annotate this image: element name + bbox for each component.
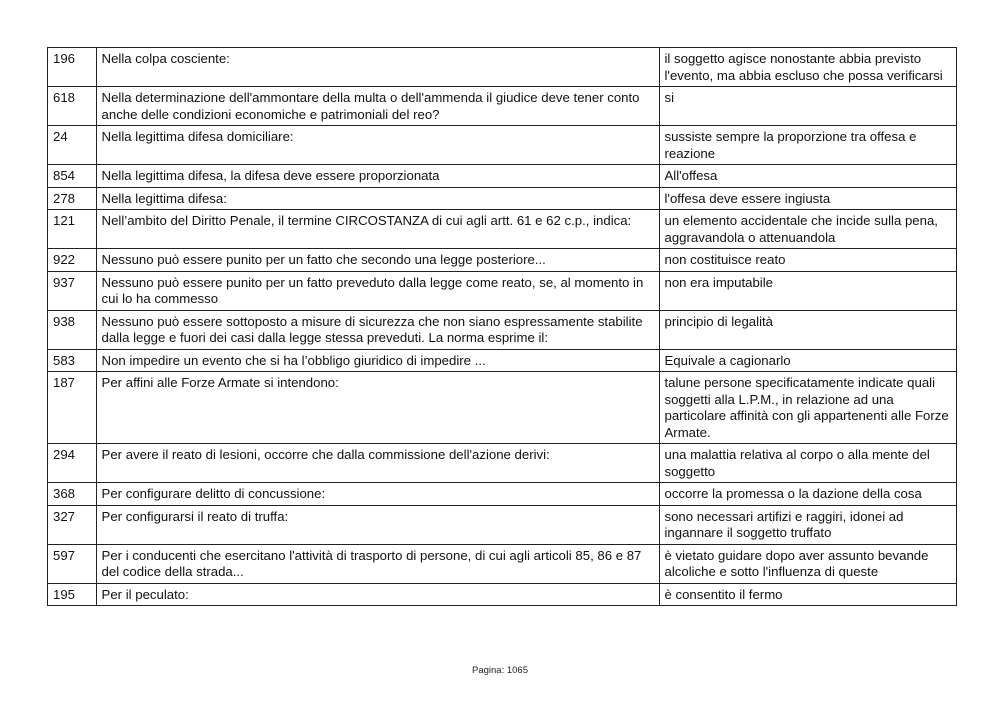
cell-number: 196 — [48, 48, 97, 87]
table-row — [48, 505, 957, 544]
table-row — [48, 187, 957, 210]
table-row — [48, 310, 957, 349]
table-row — [48, 483, 957, 506]
cell-number: 583 — [48, 349, 97, 372]
cell-number: 618 — [48, 87, 97, 126]
cell-question: Nessuno può essere punito per un fatto che secondo una legge posteriore... — [96, 249, 659, 272]
cell-number: 195 — [48, 583, 97, 606]
cell-question: Nella colpa cosciente: — [96, 48, 659, 87]
cell-number: 922 — [48, 249, 97, 272]
cell-number: 187 — [48, 372, 97, 444]
table-row — [48, 583, 957, 606]
qa-table — [47, 47, 957, 606]
table-row — [48, 544, 957, 583]
cell-question: Per i conducenti che esercitano l'attività di trasporto di persone, di cui agli articoli 85, 86 e 87 del codice della strada... — [96, 544, 659, 583]
cell-number: 278 — [48, 187, 97, 210]
page-number: Pagina: 1065 — [472, 665, 528, 676]
table-row — [48, 48, 957, 87]
cell-number: 327 — [48, 505, 97, 544]
cell-question: Per configurarsi il reato di truffa: — [96, 505, 659, 544]
cell-number: 121 — [48, 210, 97, 249]
cell-question: Nell’ambito del Diritto Penale, il termine CIRCOSTANZA di cui agli artt. 61 e 62 c.p., indica: — [96, 210, 659, 249]
table-row — [48, 444, 957, 483]
cell-answer: è consentito il fermo — [659, 583, 957, 606]
cell-answer: sussiste sempre la proporzione tra offesa e reazione — [659, 126, 957, 165]
table-row — [48, 165, 957, 188]
cell-question: Per affini alle Forze Armate si intendono: — [96, 372, 659, 444]
cell-answer: principio di legalità — [659, 310, 957, 349]
cell-number: 597 — [48, 544, 97, 583]
cell-answer: è vietato guidare dopo aver assunto bevande alcoliche e sotto l'influenza di queste — [659, 544, 957, 583]
table-row — [48, 271, 957, 310]
cell-answer: si — [659, 87, 957, 126]
cell-question: Nella legittima difesa domiciliare: — [96, 126, 659, 165]
cell-question: Per il peculato: — [96, 583, 659, 606]
table-row — [48, 126, 957, 165]
cell-number: 937 — [48, 271, 97, 310]
cell-answer: non era imputabile — [659, 271, 957, 310]
cell-question: Nella legittima difesa: — [96, 187, 659, 210]
cell-answer: una malattia relativa al corpo o alla mente del soggetto — [659, 444, 957, 483]
table-row — [48, 372, 957, 444]
cell-question: Nella legittima difesa, la difesa deve essere proporzionata — [96, 165, 659, 188]
cell-answer: talune persone specificatamente indicate quali soggetti alla L.P.M., in relazione ad una particolare affinità con gli appartenenti alle Forze Armate. — [659, 372, 957, 444]
qa-table-body — [48, 48, 957, 606]
cell-answer: sono necessari artifizi e raggiri, idonei ad ingannare il soggetto truffato — [659, 505, 957, 544]
cell-number: 294 — [48, 444, 97, 483]
cell-answer: non costituisce reato — [659, 249, 957, 272]
table-row — [48, 249, 957, 272]
table-row — [48, 210, 957, 249]
cell-question: Per avere il reato di lesioni, occorre che dalla commissione dell'azione derivi: — [96, 444, 659, 483]
cell-number: 854 — [48, 165, 97, 188]
cell-answer: Equivale a cagionarlo — [659, 349, 957, 372]
table-row — [48, 349, 957, 372]
cell-question: Per configurare delitto di concussione: — [96, 483, 659, 506]
cell-number: 368 — [48, 483, 97, 506]
table-row — [48, 87, 957, 126]
cell-question: Nella determinazione dell'ammontare della multa o dell'ammenda il giudice deve tener conto anche delle condizioni economiche e patrimoniali del reo? — [96, 87, 659, 126]
cell-answer: il soggetto agisce nonostante abbia previsto l'evento, ma abbia escluso che possa verificarsi — [659, 48, 957, 87]
cell-answer: All'offesa — [659, 165, 957, 188]
cell-answer: occorre la promessa o la dazione della cosa — [659, 483, 957, 506]
cell-answer: un elemento accidentale che incide sulla pena, aggravandola o attenuandola — [659, 210, 957, 249]
cell-answer: l'offesa deve essere ingiusta — [659, 187, 957, 210]
cell-question: Nessuno può essere sottoposto a misure di sicurezza che non siano espressamente stabilite dalla legge e fuori dei casi dalla legge stessa preveduti. La norma esprime il: — [96, 310, 659, 349]
cell-question: Nessuno può essere punito per un fatto preveduto dalla legge come reato, se, al momento in cui lo ha commesso — [96, 271, 659, 310]
cell-number: 938 — [48, 310, 97, 349]
cell-question: Non impedire un evento che si ha l’obbligo giuridico di impedire ... — [96, 349, 659, 372]
cell-number: 24 — [48, 126, 97, 165]
